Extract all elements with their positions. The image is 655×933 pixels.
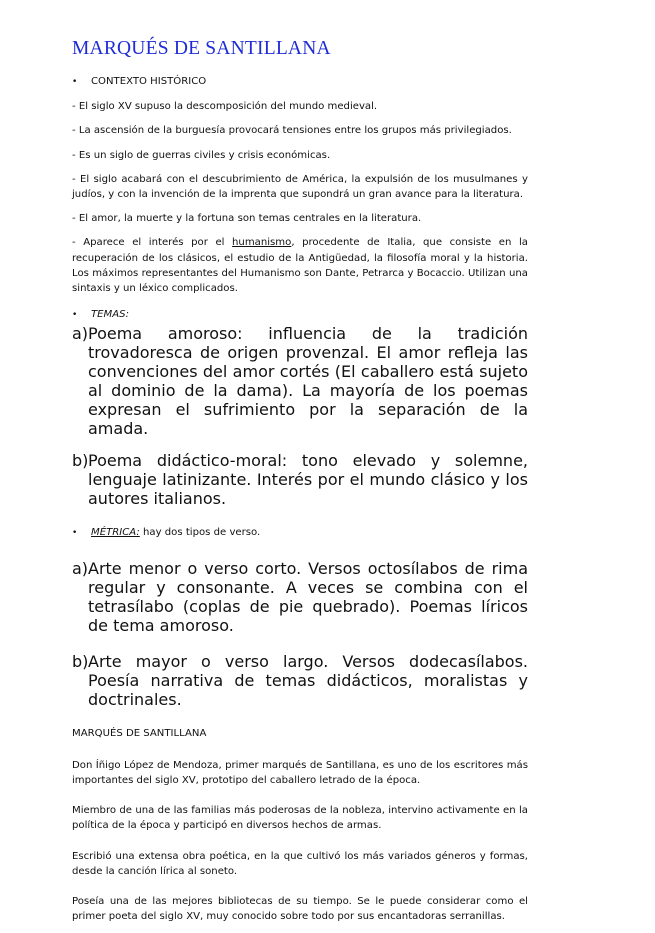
list-item-text: Arte mayor o verso largo. Versos dodecasílabos. Poesía narrativa de temas didácticos, moralistas y doctrinales. [88, 651, 528, 709]
temas-heading [72, 307, 528, 322]
bullet-icon: • [72, 77, 78, 87]
humanismo-term: humanismo [232, 237, 292, 249]
contexto-line: - El siglo XV supuso la descomposición del mundo medieval. [72, 101, 378, 113]
list-marker: b) [72, 651, 89, 671]
contexto-line: - La ascensión de la burguesía provocará tensiones entre los grupos más privilegiados. [72, 125, 512, 137]
autor-paragraph: Don Íñigo López de Mendoza, primer marqués de Santillana, es uno de los escritores más importantes del siglo XV, prototipo del caballero letrado de la época. [72, 759, 528, 787]
contexto-line: - El amor, la muerte y la fortuna son temas centrales en la literatura. [72, 213, 422, 225]
autor-paragraph: Poseía una de las mejores bibliotecas de su tiempo. Se le puede considerar como el primer poeta del siglo XV, muy conocido sobre todo por sus encantadoras serranillas. [72, 896, 528, 923]
list-item [72, 324, 528, 438]
contexto-heading-text: CONTEXTO HISTÓRICO [91, 76, 207, 87]
list-marker: a) [72, 558, 89, 578]
list-item-text: Poema amoroso: influencia de la tradición trovadoresca de origen provenzal. El amor refleja las convenciones del amor cortés (El caballero está sujeto al dominio de la dama). La mayoría de los poemas expresan el sufrimiento por la separación de la amada. [88, 324, 528, 439]
humanismo-before: - Aparece el interés por el [72, 237, 233, 249]
document-body [72, 38, 528, 933]
contexto-line: - El siglo acabará con el descubrimiento de América, la expulsión de los musulmanes y judíos, y con la invención de la imprenta que supondrá un gran avance para la literatura. [72, 173, 528, 201]
humanismo-after: , procedente de Italia, que consiste en la recuperación de los clásicos, el estudio de la Antigüedad, la filosofía moral y la historia. Los máximos representantes del Humanismo son Dante, Petrarca y Bocaccio. Utilizan una sintaxis y un léxico complicados. [72, 237, 528, 295]
metrica-heading-text: MÉTRICA: [91, 527, 140, 539]
autor-heading: MARQUÉS DE SANTILLANA [72, 727, 207, 739]
autor-paragraph: Escribió una extensa obra poética, en la que cultivó los más variados géneros y formas, desde la canción lírica al soneto. [72, 850, 528, 877]
temas-heading-text: TEMAS: [91, 309, 129, 321]
contexto-line: - Es un siglo de guerras civiles y crisis económicas. [72, 149, 331, 161]
list-item [72, 559, 528, 635]
metrica-heading-rest: hay dos tipos de verso. [139, 527, 261, 539]
list-item-text: Poema didáctico-moral: tono elevado y solemne, lenguaje latinizante. Interés por el mundo clásico y los autores italianos. [88, 451, 528, 509]
list-marker: b) [72, 451, 89, 471]
contexto-heading [72, 74, 528, 89]
list-item [72, 652, 528, 709]
list-marker: a) [72, 324, 89, 344]
bullet-icon: • [72, 310, 78, 321]
list-item [72, 451, 528, 508]
document-title: MARQUÉS DE SANTILLANA [72, 38, 331, 59]
humanismo-paragraph [72, 235, 528, 296]
list-item-text: Arte menor o verso corto. Versos octosílabos de rima regular y consonante. A veces se combina con el tetrasílabo (coplas de pie quebrado). Poemas líricos de tema amoroso. [88, 558, 528, 635]
metrica-heading [72, 525, 528, 540]
bullet-icon: • [72, 528, 78, 539]
autor-paragraph: Miembro de una de las familias más poderosas de la nobleza, intervino activamente en la política de la época y participó en diversos hechos de armas. [72, 805, 528, 832]
